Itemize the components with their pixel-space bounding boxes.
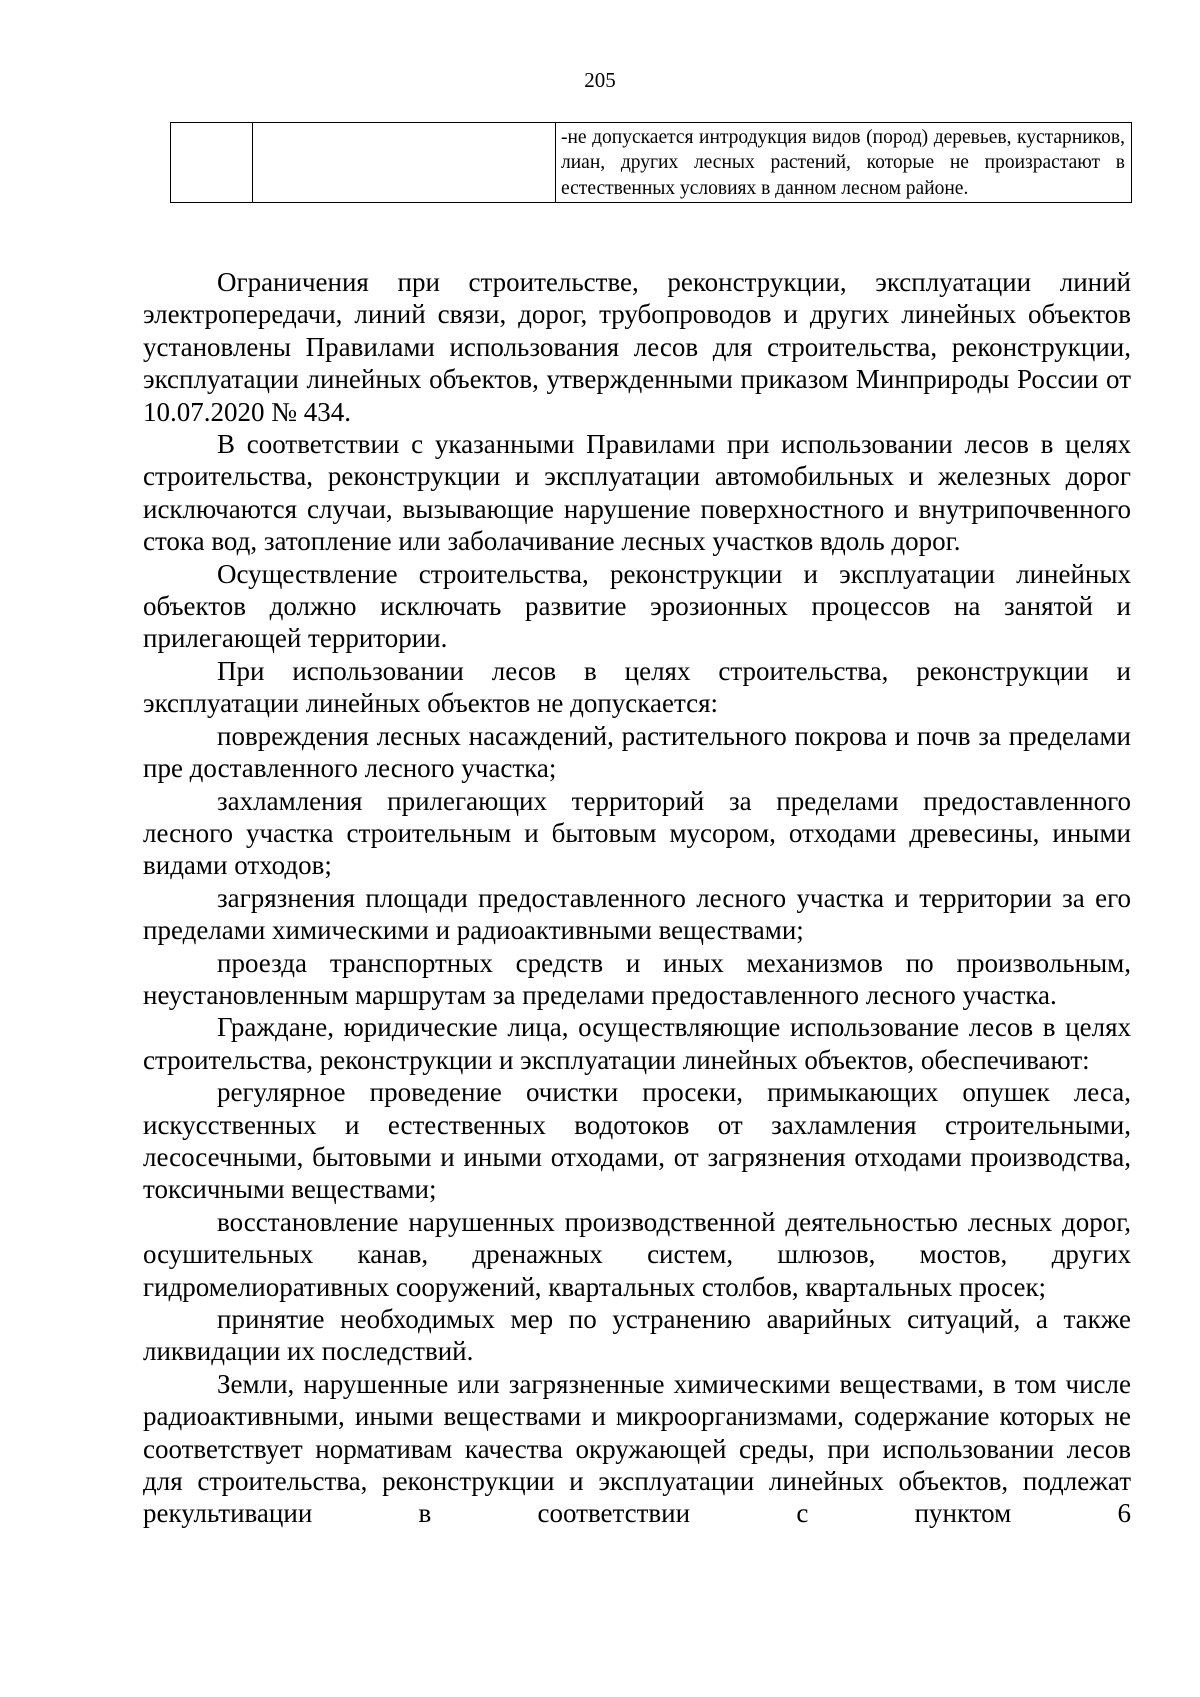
body-text	[143, 266, 1131, 1530]
paragraph: захламления прилегающих территорий за пределами предоставленного лесного участка строительным и бытовым мусором, отходами древесины, иными видами отходов;	[143, 785, 1131, 881]
paragraph: Осуществление строительства, реконструкции и эксплуатации линейных объектов должно исключать развитие эрозионных процессов на занятой и прилегающей территории.	[143, 558, 1131, 654]
paragraph: проезда транспортных средств и иных механизмов по произвольным, неустановленным маршрутам за пределами предоставленного лесного участка.	[143, 947, 1131, 1010]
paragraph: Ограничения при строительстве, реконструкции, эксплуатации линий электропередачи, линий связи, дорог, трубопроводов и других линейных объектов установлены Правилами использования лесов для строительства, реконструкции, эксплуатации линейных объектов, утвержденными приказом Минприроды России от 10.07.2020 № 434.	[143, 267, 1131, 427]
paragraph: принятие необходимых мер по устранению аварийных ситуаций, а также ликвидации их последствий.	[143, 1304, 1131, 1367]
table-cell-number	[171, 123, 253, 203]
paragraph: повреждения лесных насаждений, растительного покрова и почв за пределами пре доставленного лесного участка;	[143, 720, 1131, 784]
paragraph: загрязнения площади предоставленного лесного участка и территории за его пределами химическими и радиоактивными веществами;	[143, 882, 1131, 946]
table-cell-requirement: -не допускается интродукция видов (пород) деревьев, кустарников, лиан, других лесных растений, которые не произрастают в естественных условиях в данном лесном районе.	[556, 123, 1132, 203]
paragraph: В соответствии с указанными Правилами при использовании лесов в целях строительства, реконструкции и эксплуатации автомобильных и железных дорог исключаются случаи, вызывающие нарушение поверхностного и внутрипочвенного стока вод, затопление или заболачивание лесных участков вдоль дорог.	[143, 429, 1131, 557]
table-cell-name	[253, 123, 556, 203]
page-number: 205	[584, 68, 616, 92]
paragraph: При использовании лесов в целях строительства, реконструкции и эксплуатации линейных объектов не допускается:	[143, 655, 1131, 719]
continuation-table	[170, 122, 1132, 203]
paragraph: регулярное проведение очистки просеки, примыкающих опушек леса, искусственных и естественных водотоков от захламления строительными, лесосечными, бытовыми и иными отходами, от загрязнения отходами производства, токсичными веществами;	[143, 1077, 1131, 1205]
paragraph: Граждане, юридические лица, осуществляющие использование лесов в целях строительства, реконструкции и эксплуатации линейных объектов, обеспечивают:	[143, 1012, 1131, 1075]
table-row	[171, 123, 1132, 203]
paragraph: Земли, нарушенные или загрязненные химическими веществами, в том числе радиоактивными, иными веществами и микроорганизмами, содержание которых не соответствует нормативам качества окружающей среды, при использовании лесов для строительства, реконструкции и эксплуатации линейных объектов, подлежат рекультивации в соответствии с пунктом 6	[143, 1368, 1131, 1529]
paragraph: восстановление нарушенных производственной деятельностью лесных дорог, осушительных канав, дренажных систем, шлюзов, мостов, других гидромелиоративных сооружений, квартальных столбов, квартальных просек;	[143, 1206, 1131, 1302]
